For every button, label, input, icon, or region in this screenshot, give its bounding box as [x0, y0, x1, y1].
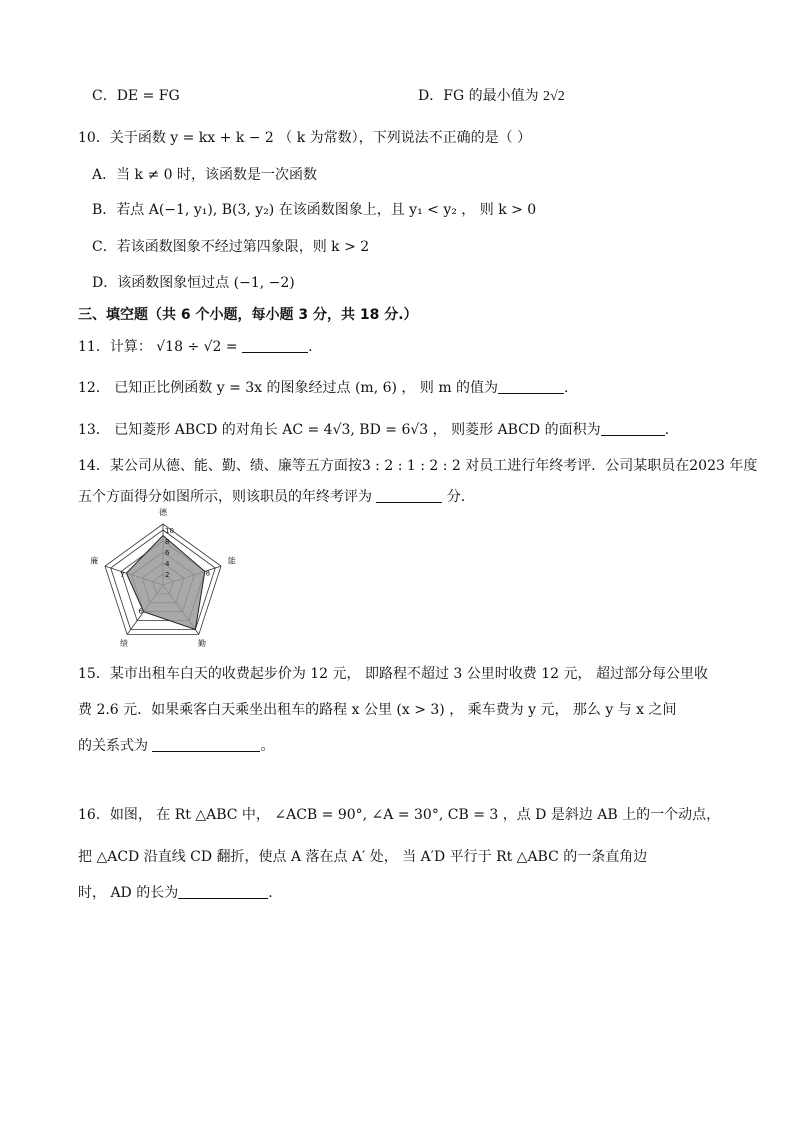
q9-option-c [92, 86, 180, 106]
q15-line3-prefix: 的关系式为 [78, 738, 148, 754]
q13 [78, 420, 669, 440]
q10-option-b: B．若点 A(−1, y₁), B(3, y₂) 在该函数图象上，且 y₁ < y₂ ， 则 k > 0 [92, 202, 537, 218]
radar-chart [85, 508, 245, 650]
q16-answer-blank[interactable] [178, 884, 268, 899]
q16-line2: 把 △ACD 沿直线 CD 翻折，使点 A 落在点 A′ 处， 当 A′D 平行于 Rt △ABC 的一条直角边 [78, 849, 648, 865]
q9-option-d-text: D．FG 的最小值为 [418, 88, 539, 104]
q16-line3 [78, 883, 273, 903]
radar-score-label: 6 [138, 607, 143, 616]
q14-line2-suffix: 分． [446, 489, 475, 505]
q12-text: 12． 已知正比例函数 y = 3x 的图象经过点 (m, 6) ， 则 m 的值为 [78, 380, 499, 396]
q14-line2 [78, 487, 475, 507]
radar-score-label: 7 [120, 571, 125, 580]
q10-option-a: A．当 k ≠ 0 时，该函数是一次函数 [92, 167, 318, 183]
q16-line3-prefix: 时， AD 的长为 [78, 885, 179, 901]
radar-score-label: 8 [205, 569, 211, 578]
radar-tick-label: 4 [165, 560, 170, 568]
q10-option-c: C．若该函数图象不经过第四象限，则 k > 2 [92, 239, 370, 255]
q12-answer-blank[interactable] [498, 379, 564, 394]
q15-answer-blank[interactable] [152, 737, 260, 752]
q13-answer-blank[interactable] [601, 421, 665, 436]
section-title: 三、填空题（共 6 个小题，每小题 3 分，共 18 分.） [78, 307, 418, 323]
q10-stem [78, 128, 531, 148]
q9-option-d [418, 86, 565, 107]
radar-axis-label: 廉 [90, 556, 99, 566]
q13-text: 13． 已知菱形 ABCD 的对角长 AC = 4√3, BD = 6√3 ， 则菱形 ABCD 的面积为 [78, 422, 601, 438]
q11-answer-blank[interactable] [242, 338, 308, 353]
q14-answer-blank[interactable] [376, 488, 442, 503]
q14-line2-prefix: 五个方面得分如图所示，则该职员的年终考评为 [78, 489, 372, 505]
radar-axis-label: 德 [159, 508, 167, 517]
q15-line1: 15．某市出租车白天的收费起步价为 12 元， 即路程不超过 3 公里时收费 12 元， 超过部分每公里收 [78, 666, 708, 682]
q10-option-d: D．该函数图象恒过点 (−1, −2) [92, 275, 295, 291]
radar-tick-label: 8 [165, 538, 170, 546]
q15-line3 [78, 736, 274, 756]
q14-line1: 14．某公司从德、能、勤、绩、廉等五方面按3 : 2 : 1 : 2 : 2 对员工进行年终考评．公司某职员在2023 年度 [78, 458, 758, 474]
q9-option-d-value: 2√2 [543, 89, 565, 104]
radar-axis-label: 能 [227, 556, 236, 566]
radar-tick-label: 10 [165, 527, 174, 535]
radar-tick-label: 6 [165, 549, 170, 557]
q16-line3-suffix: . [268, 885, 273, 901]
q11-text: 11．计算： √18 ÷ √2 = [78, 339, 238, 355]
q11 [78, 337, 313, 357]
q13-end: . [664, 422, 670, 438]
q11-end: . [308, 339, 313, 355]
q10-stem-text: 10．关于函数 y = kx + k − 2 （ k 为常数），下列说法不正确的是（ ） [78, 130, 532, 146]
radar-axis-label: 勤 [198, 638, 207, 648]
q15-line3-suffix: 。 [260, 738, 275, 754]
radar-tick-label: 2 [165, 571, 170, 579]
q12 [78, 378, 569, 398]
q12-end: . [564, 380, 569, 396]
q9-option-c-text: C．DE = FG [92, 88, 180, 104]
radar-axis-label: 绩 [119, 638, 128, 648]
q15-line2: 费 2.6 元．如果乘客白天乘坐出租车的路程 x 公里 (x > 3) ， 乘车费为 y 元， 那么 y 与 x 之间 [78, 702, 677, 718]
q16-line1: 16．如图， 在 Rt △ABC 中， ∠ACB = 90°, ∠A = 30°, CB = 3 ，点 D 是斜边 AB 上的一个动点， [78, 807, 721, 823]
